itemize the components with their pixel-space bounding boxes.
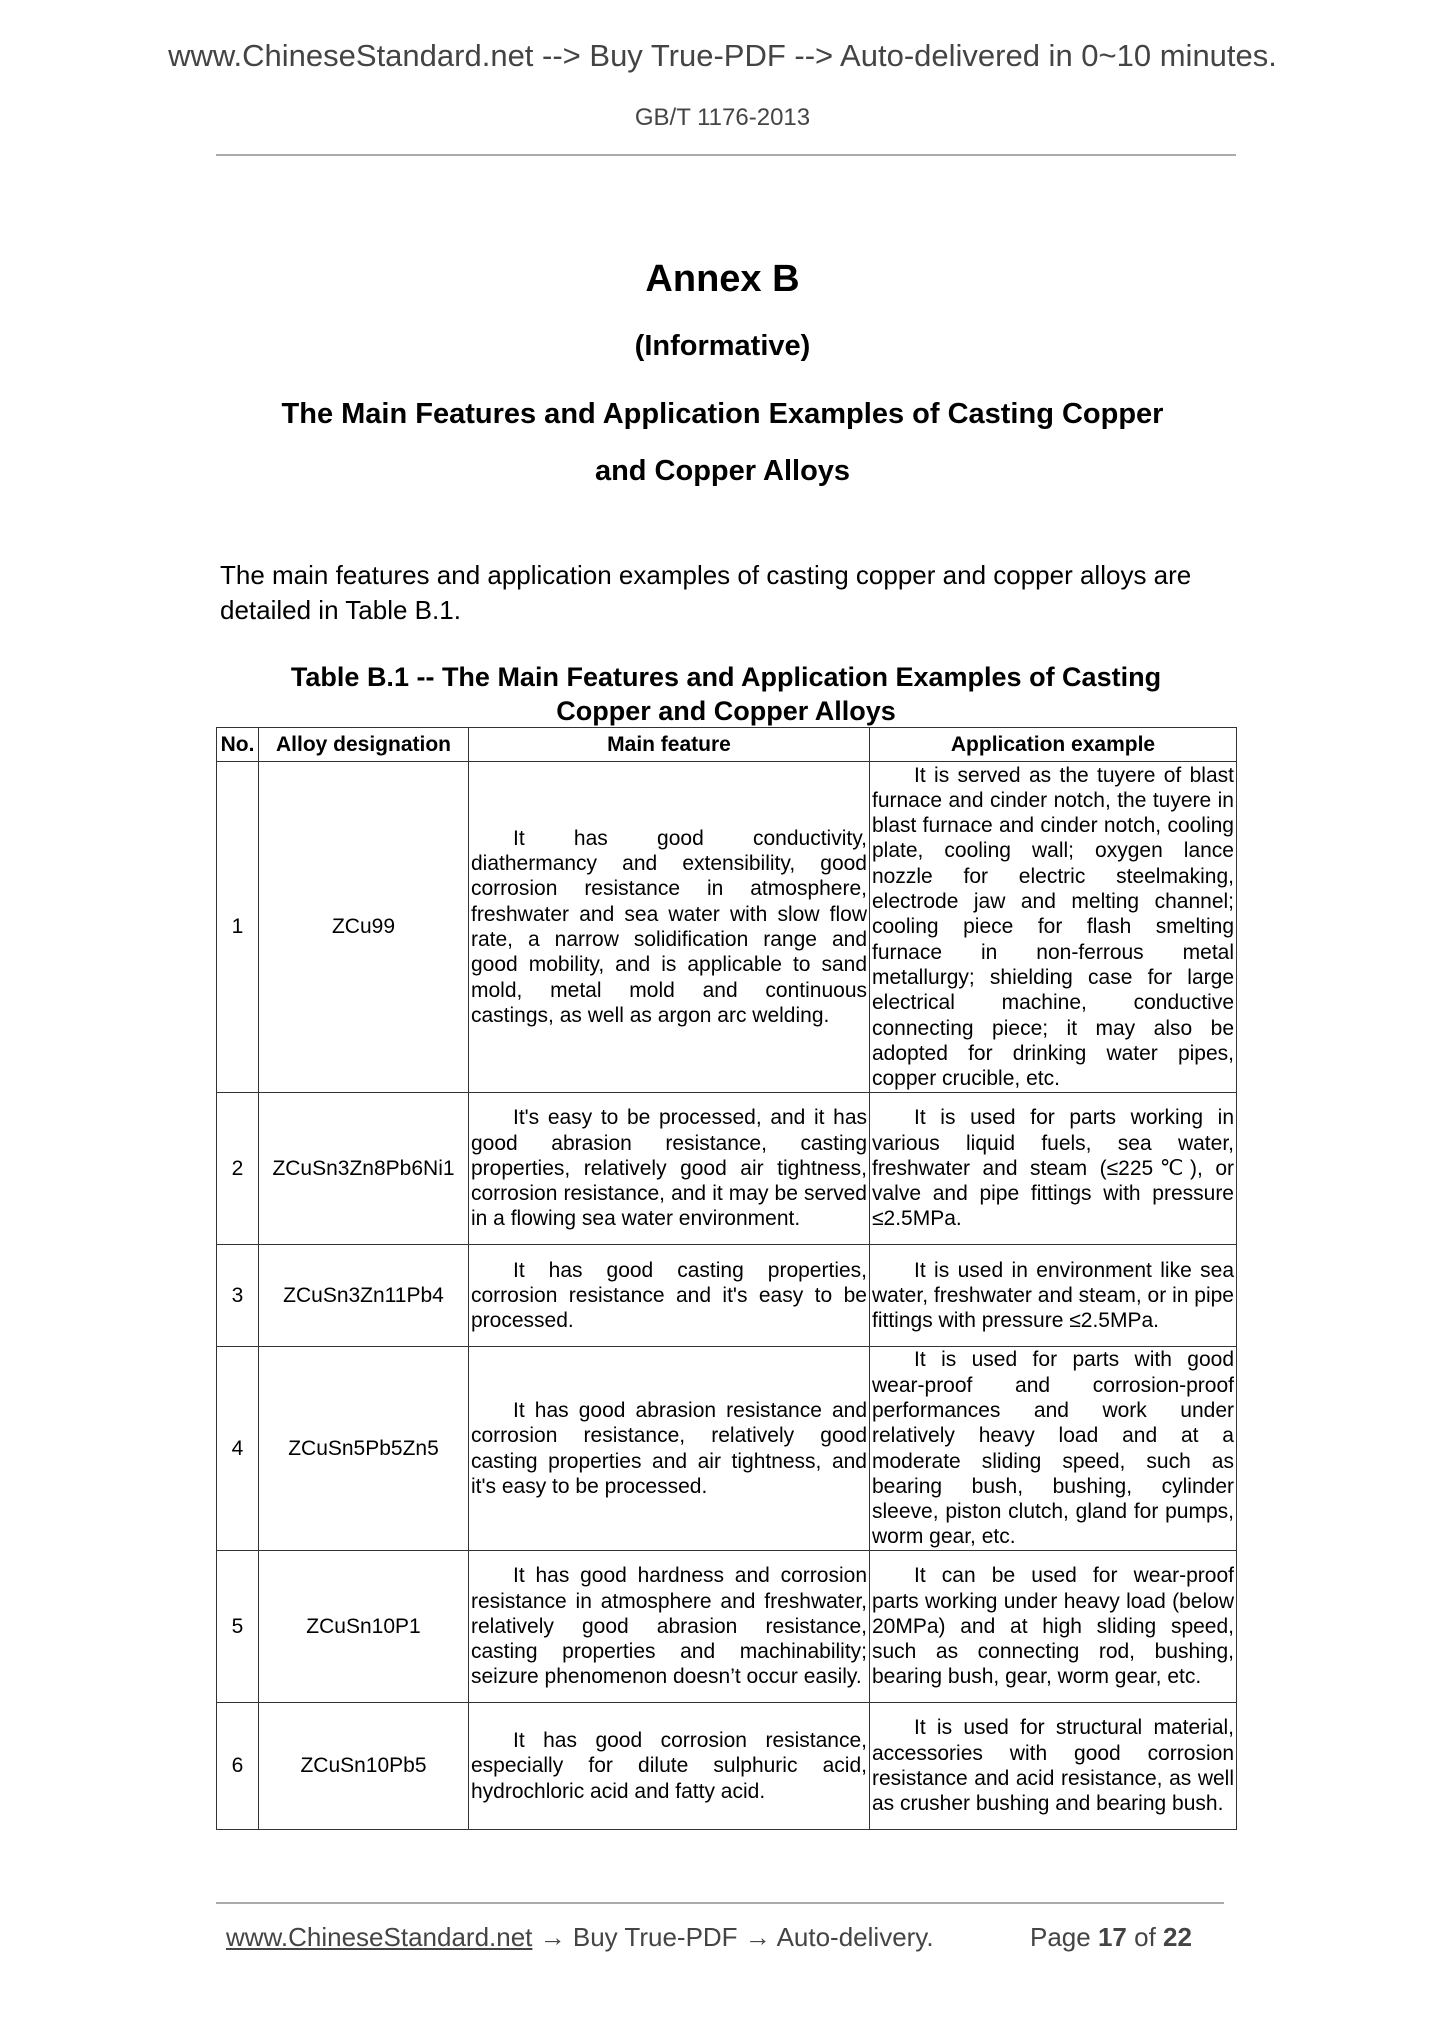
- application-example: It is used for parts with good wear-proof and corrosion-proof performances and work under relatively heavy load and at a moderate sliding speed, such as bearing bush, bushing, cylinder sleeve, piston clutch, gland for pumps, worm gear, etc.: [870, 1347, 1237, 1551]
- annex-type: (Informative): [634, 330, 811, 362]
- alloy-designation: ZCuSn10Pb5: [259, 1703, 469, 1830]
- footer-link[interactable]: www.ChineseStandard.net: [226, 1922, 533, 1952]
- main-feature: It has good corrosion resistance, especially for dilute sulphuric acid, hydrochloric acid and fatty acid.: [469, 1703, 870, 1830]
- table-caption-line2: Copper and Copper Alloys: [556, 696, 896, 726]
- alloy-designation: ZCu99: [259, 762, 469, 1093]
- alloy-designation: ZCuSn3Zn11Pb4: [259, 1245, 469, 1347]
- annex-label: Annex B: [645, 258, 800, 300]
- table-row: [217, 1703, 1237, 1830]
- page-total: 22: [1163, 1922, 1192, 1952]
- main-feature: It has good abrasion resistance and corrosion resistance, relatively good casting properties and air tightness, and it's easy to be processed.: [469, 1347, 870, 1551]
- application-example: It is used for parts working in various liquid fuels, sea water, freshwater and steam (≤225℃), or valve and pipe fittings with pressure ≤2.5MPa.: [870, 1093, 1237, 1245]
- column-header-alloy: Alloy designation: [259, 728, 469, 762]
- table-caption-line1: Table B.1 -- The Main Features and Application Examples of Casting: [290, 662, 1162, 692]
- table-row: [217, 762, 1237, 1093]
- footer-text: [226, 1922, 934, 1953]
- column-header-no: No.: [217, 728, 259, 762]
- column-header-application: Application example: [870, 728, 1237, 762]
- alloy-designation: ZCuSn10P1: [259, 1551, 469, 1703]
- table-row: [217, 1551, 1237, 1703]
- standard-code: GB/T 1176-2013: [634, 104, 811, 131]
- table-row: [217, 1347, 1237, 1551]
- alloy-features-table: [216, 727, 1237, 1830]
- table-row: [217, 1093, 1237, 1245]
- table-header-row: [217, 728, 1237, 762]
- row-number: 2: [217, 1093, 259, 1245]
- application-example: It can be used for wear-proof parts working under heavy load (below 20MPa) and at high sliding speed, such as connecting rod, bushing, bearing bush, gear, worm gear, etc.: [870, 1551, 1237, 1703]
- application-example: It is served as the tuyere of blast furnace and cinder notch, the tuyere in blast furnace and cinder notch, cooling plate, cooling wall; oxygen lance nozzle for electric steelmaking, electrode jaw and melting channel; cooling piece for flash smelting furnace in non-ferrous metal metallurgy; shielding case for large electrical machine, conductive connecting piece; it may also be adopted for drinking water pipes, copper crucible, etc.: [870, 762, 1237, 1093]
- annex-title: [0, 386, 1445, 500]
- banner-text: www.ChineseStandard.net --> Buy True-PDF --> Auto-delivered in 0~10 minutes.: [168, 38, 1277, 73]
- column-header-feature: Main feature: [469, 728, 870, 762]
- annex-title-line1: The Main Features and Application Examples of Casting Copper: [281, 398, 1164, 430]
- page-of: of: [1134, 1922, 1156, 1952]
- intro-paragraph: The main features and application examples of casting copper and copper alloys are detailed in Table B.1.: [220, 560, 1192, 625]
- row-number: 4: [217, 1347, 259, 1551]
- annex-title-line2: and Copper Alloys: [594, 455, 851, 487]
- page-current: 17: [1097, 1922, 1127, 1952]
- page-number: [1030, 1922, 1192, 1953]
- main-feature: It has good conductivity, diathermancy and extensibility, good corrosion resistance in atmosphere, freshwater and sea water with slow flow rate, a narrow solidification range and good mobility, and is applicable to sand mold, metal mold and continuous castings, as well as argon arc welding.: [469, 762, 870, 1093]
- row-number: 5: [217, 1551, 259, 1703]
- footer-tagline: → Buy True-PDF → Auto-delivery.: [532, 1922, 934, 1952]
- main-feature: It has good casting properties, corrosion resistance and it's easy to be processed.: [469, 1245, 870, 1347]
- row-number: 1: [217, 762, 259, 1093]
- application-example: It is used in environment like sea water, freshwater and steam, or in pipe fittings with pressure ≤2.5MPa.: [870, 1245, 1237, 1347]
- application-example: It is used for structural material, accessories with good corrosion resistance and acid resistance, as well as crusher bushing and bearing bush.: [870, 1703, 1237, 1830]
- footer-divider: [216, 1902, 1224, 1904]
- header-divider: [216, 154, 1236, 156]
- row-number: 6: [217, 1703, 259, 1830]
- alloy-designation: ZCuSn3Zn8Pb6Ni1: [259, 1093, 469, 1245]
- row-number: 3: [217, 1245, 259, 1347]
- page-label: Page: [1030, 1922, 1091, 1952]
- main-feature: It's easy to be processed, and it has good abrasion resistance, casting properties, relatively good air tightness, corrosion resistance, and it may be served in a flowing sea water environment.: [469, 1093, 870, 1245]
- alloy-designation: ZCuSn5Pb5Zn5: [259, 1347, 469, 1551]
- table-caption: [216, 660, 1236, 728]
- table-row: [217, 1245, 1237, 1347]
- main-feature: It has good hardness and corrosion resistance in atmosphere and freshwater, relatively good abrasion resistance, casting properties and machinability; seizure phenomenon doesn’t occur easily.: [469, 1551, 870, 1703]
